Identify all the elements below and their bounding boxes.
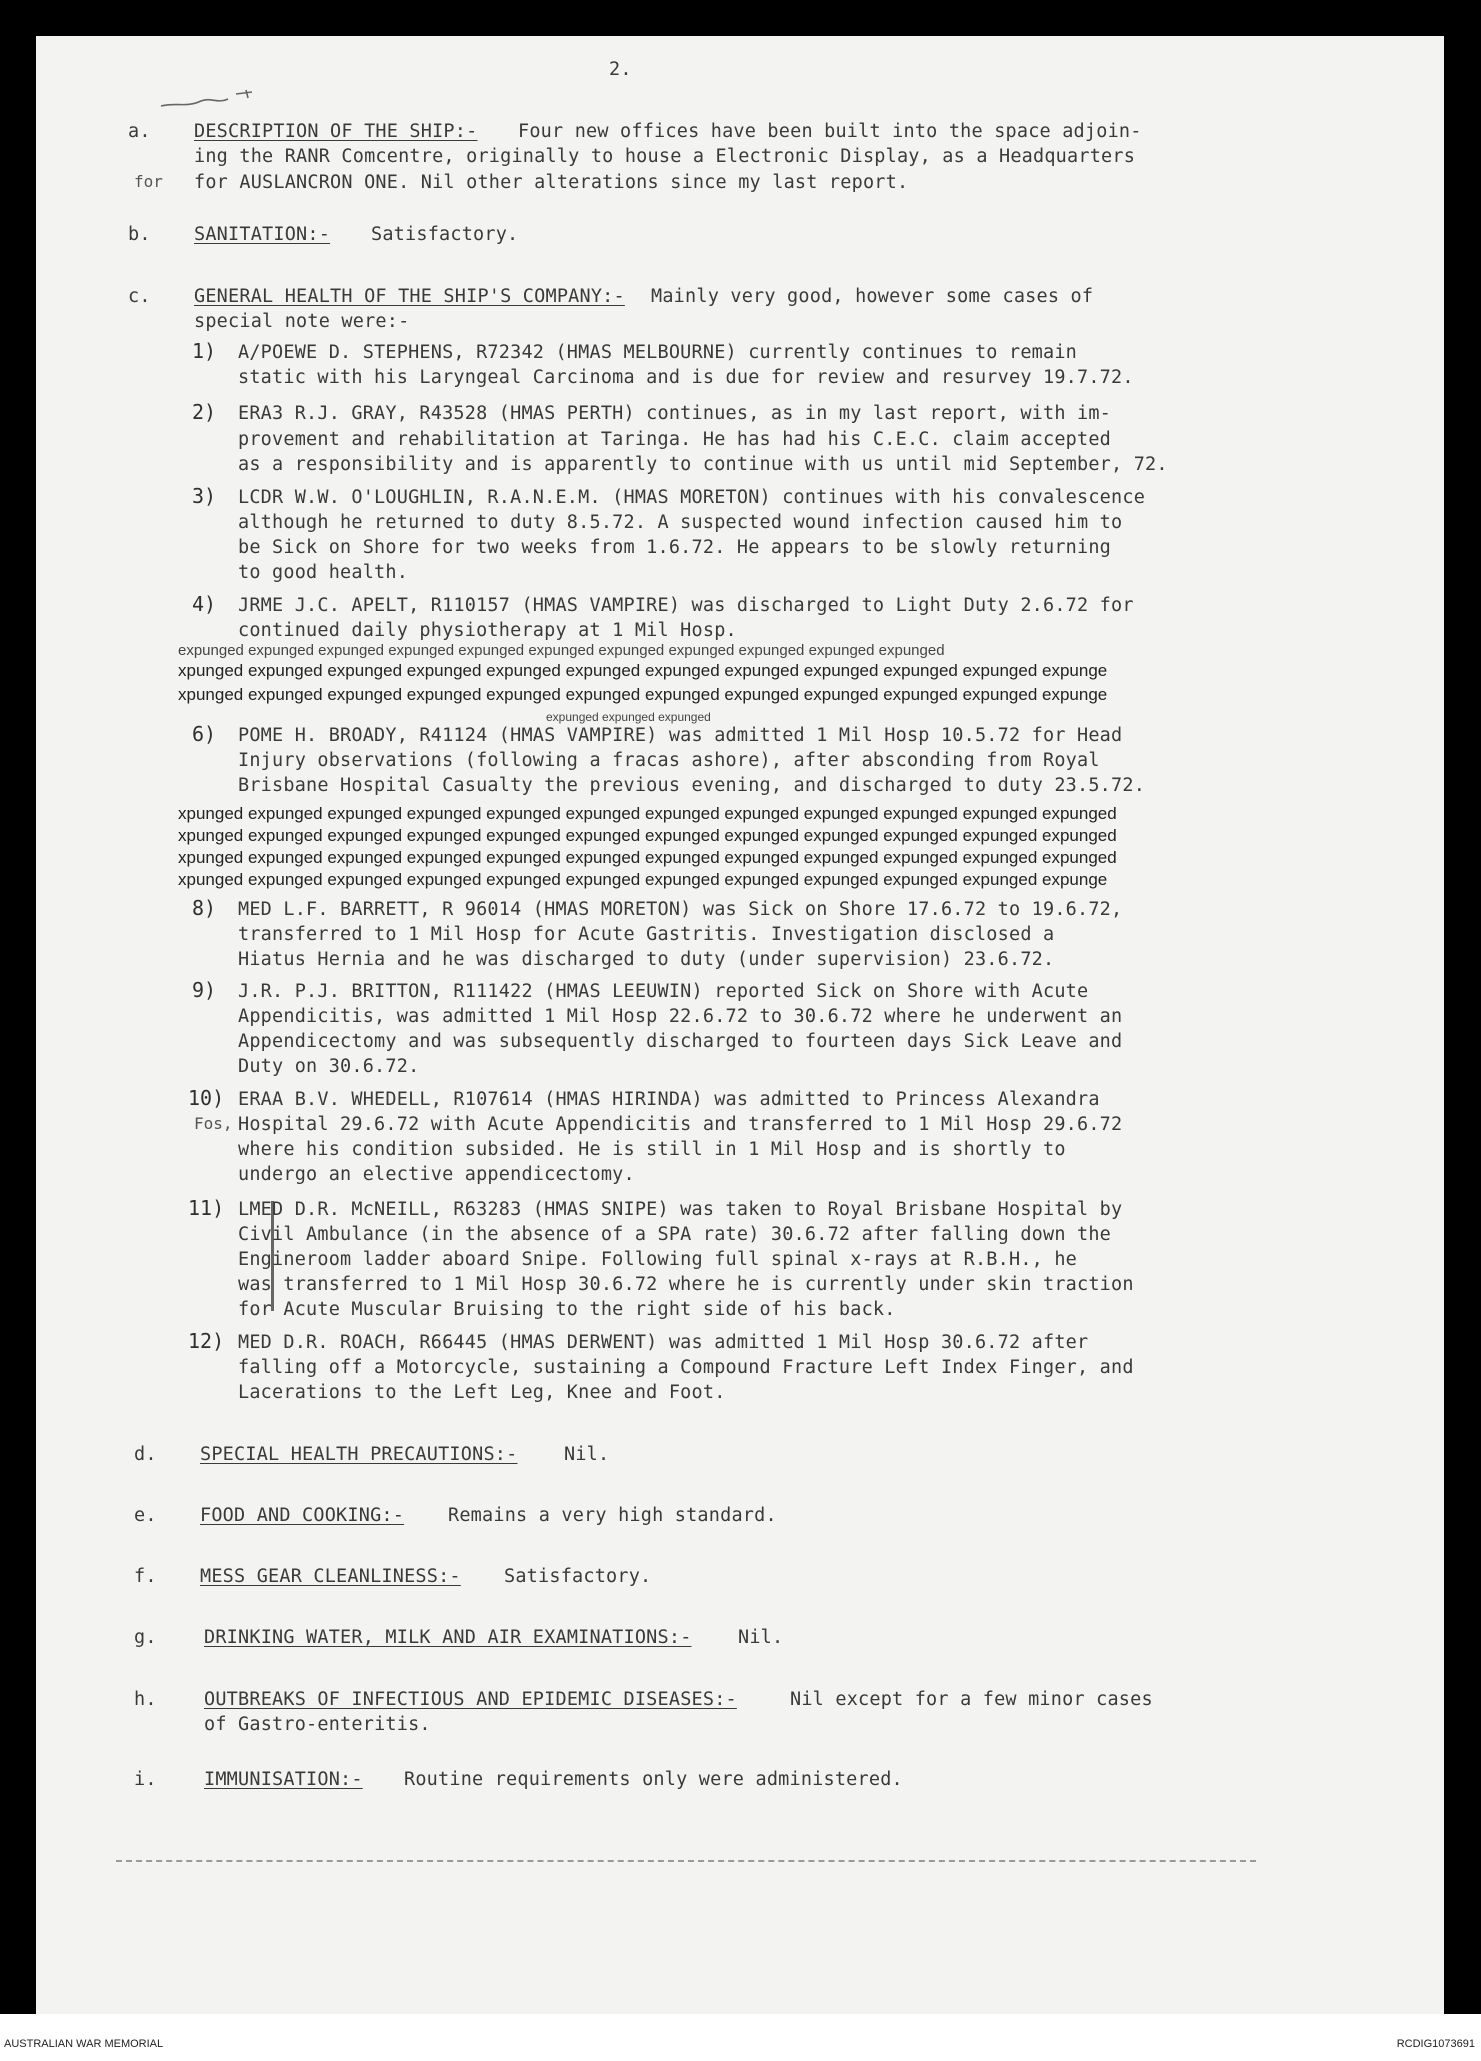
item-9-line-1: J.R. P.J. BRITTON, R111422 (HMAS LEEUWIN) reported Sick on Shore with Acute bbox=[238, 981, 1089, 1002]
item-11-line-3: Engineroom ladder aboard Snipe. Following full spinal x-rays at R.B.H., he bbox=[238, 1249, 1078, 1270]
section-h-line-2: of Gastro-enteritis. bbox=[204, 1714, 431, 1735]
section-i-heading: IMMUNISATION:- bbox=[204, 1769, 363, 1790]
item-number: 8) bbox=[192, 896, 217, 920]
section-c-line-2: special note were:- bbox=[194, 311, 410, 332]
section-b-letter: b. bbox=[128, 224, 151, 245]
pen-scribble bbox=[156, 84, 306, 114]
section-a-line-2: ing the RANR Comcentre, originally to house a Electronic Display, as a Headquarters bbox=[194, 146, 1136, 167]
footer-right: RCDIG1073691 bbox=[1396, 2038, 1475, 2050]
archive-footer bbox=[0, 2014, 1481, 2061]
item-11-line-1: LMED D.R. McNEILL, R63283 (HMAS SNIPE) was taken to Royal Brisbane Hospital by bbox=[238, 1199, 1123, 1220]
section-c-heading: GENERAL HEALTH OF THE SHIP'S COMPANY:- bbox=[194, 286, 625, 307]
section-f-letter: f. bbox=[134, 1566, 157, 1587]
bottom-rule bbox=[116, 1860, 1256, 1862]
section-c-letter: c. bbox=[128, 286, 151, 307]
section-i-letter: i. bbox=[134, 1769, 157, 1790]
expunged-line: xpunged expunged expunged expunged expunged expunged expunged expunged expunged expunged expunged expunged bbox=[178, 848, 1117, 867]
item-number: 11) bbox=[188, 1196, 225, 1220]
item-2-line-2: provement and rehabilitation at Taringa. He has had his C.E.C. claim accepted bbox=[238, 429, 1112, 450]
item-number: 10) bbox=[188, 1086, 225, 1110]
item-9-line-4: Duty on 30.6.72. bbox=[238, 1056, 420, 1077]
item-number: 4) bbox=[192, 592, 217, 616]
section-g-letter: g. bbox=[134, 1627, 157, 1648]
page-number: 2. bbox=[609, 59, 632, 80]
section-g-text: Nil. bbox=[738, 1627, 784, 1648]
item-12-line-3: Lacerations to the Left Leg, Knee and Foot. bbox=[238, 1382, 726, 1403]
item-6-line-2: Injury observations (following a fracas ashore), after absconding from Royal bbox=[238, 750, 1100, 771]
section-i-text: Routine requirements only were administered. bbox=[404, 1769, 903, 1790]
expunged-line: xpunged expunged expunged expunged expunged expunged expunged expunged expunged expunged expunged expunge bbox=[178, 661, 1108, 680]
expunged-line: xpunged expunged expunged expunged expunged expunged expunged expunged expunged expunged expunged expunged bbox=[178, 804, 1117, 823]
document-page bbox=[36, 36, 1444, 2014]
item-3-line-1: LCDR W.W. O'LOUGHLIN, R.A.N.E.M. (HMAS MORETON) continues with his convalescence bbox=[238, 487, 1146, 508]
section-h-text: Nil except for a few minor cases bbox=[790, 1689, 1153, 1710]
section-h-letter: h. bbox=[134, 1689, 157, 1710]
item-1-line-1: A/POEWE D. STEPHENS, R72342 (HMAS MELBOURNE) currently continues to remain bbox=[238, 342, 1078, 363]
section-a-line-3: for AUSLANCRON ONE. Nil other alterations since my last report. bbox=[194, 172, 909, 193]
item-9-line-2: Appendicitis, was admitted 1 Mil Hosp 22.6.72 to 30.6.72 where he underwent an bbox=[238, 1006, 1123, 1027]
expunged-line: expunged expunged expunged bbox=[546, 710, 711, 724]
margin-note-for: for bbox=[134, 172, 163, 191]
section-b-heading: SANITATION:- bbox=[194, 224, 331, 245]
section-e-text: Remains a very high standard. bbox=[448, 1505, 777, 1526]
item-8-line-2: transferred to 1 Mil Hosp for Acute Gastritis. Investigation disclosed a bbox=[238, 924, 1055, 945]
section-d-heading: SPECIAL HEALTH PRECAUTIONS:- bbox=[200, 1444, 518, 1465]
item-12-line-2: falling off a Motorcycle, sustaining a Compound Fracture Left Index Finger, and bbox=[238, 1357, 1134, 1378]
item-number: 2) bbox=[192, 400, 217, 424]
item-number: 9) bbox=[192, 978, 217, 1002]
section-a-letter: a. bbox=[128, 121, 151, 142]
item-8-line-1: MED L.F. BARRETT, R 96014 (HMAS MORETON) was Sick on Shore 17.6.72 to 19.6.72, bbox=[238, 899, 1123, 920]
section-a-line-1: Four new offices have been built into the space adjoin- bbox=[518, 121, 1142, 142]
section-g-heading: DRINKING WATER, MILK AND AIR EXAMINATIONS:- bbox=[204, 1627, 692, 1648]
item-10-line-2: Hospital 29.6.72 with Acute Appendicitis and transferred to 1 Mil Hosp 29.6.72 bbox=[238, 1114, 1123, 1135]
item-6-line-3: Brisbane Hospital Casualty the previous evening, and discharged to duty 23.5.72. bbox=[238, 775, 1146, 796]
section-c-text: Mainly very good, however some cases of bbox=[651, 286, 1094, 307]
section-d-text: Nil. bbox=[564, 1444, 610, 1465]
section-e-heading: FOOD AND COOKING:- bbox=[200, 1505, 405, 1526]
section-f-heading: MESS GEAR CLEANLINESS:- bbox=[200, 1566, 461, 1587]
item-2-line-3: as a responsibility and is apparently to continue with us until mid September, 72. bbox=[238, 454, 1168, 475]
item-3-line-3: be Sick on Shore for two weeks from 1.6.72. He appears to be slowly returning bbox=[238, 537, 1112, 558]
item-10-line-4: undergo an elective appendicectomy. bbox=[238, 1164, 635, 1185]
item-number: 12) bbox=[188, 1329, 225, 1353]
section-f-text: Satisfactory. bbox=[504, 1566, 652, 1587]
item-4-line-2: continued daily physiotherapy at 1 Mil Hosp. bbox=[238, 620, 737, 641]
section-h-heading: OUTBREAKS OF INFECTIOUS AND EPIDEMIC DISEASES:- bbox=[204, 1689, 737, 1710]
footer-left: AUSTRALIAN WAR MEMORIAL bbox=[4, 2038, 164, 2050]
item-1-line-2: static with his Laryngeal Carcinoma and is due for review and resurvey 19.7.72. bbox=[238, 367, 1134, 388]
section-b-text: Satisfactory. bbox=[371, 224, 519, 245]
item-12-line-1: MED D.R. ROACH, R66445 (HMAS DERWENT) was admitted 1 Mil Hosp 30.6.72 after bbox=[238, 1332, 1089, 1353]
item-10-line-1: ERAA B.V. WHEDELL, R107614 (HMAS HIRINDA) was admitted to Princess Alexandra bbox=[238, 1089, 1100, 1110]
expunged-line: expunged expunged expunged expunged expunged expunged expunged expunged expunged expunged expunged bbox=[178, 642, 945, 659]
item-number: 3) bbox=[192, 484, 217, 508]
expunged-line: xpunged expunged expunged expunged expunged expunged expunged expunged expunged expunged expunged expunge bbox=[178, 685, 1108, 704]
item-number: 1) bbox=[192, 339, 217, 363]
expunged-line: xpunged expunged expunged expunged expunged expunged expunged expunged expunged expunged expunged expunged bbox=[178, 826, 1117, 845]
item-11-line-4: was transferred to 1 Mil Hosp 30.6.72 where he is currently under skin traction bbox=[238, 1274, 1134, 1295]
item-3-line-4: to good health. bbox=[238, 562, 409, 583]
item-11-line-2: Civil Ambulance (in the absence of a SPA rate) 30.6.72 after falling down the bbox=[238, 1224, 1112, 1245]
section-e-letter: e. bbox=[134, 1505, 157, 1526]
item-number: 6) bbox=[192, 722, 217, 746]
section-d-letter: d. bbox=[134, 1444, 157, 1465]
item-10-line-3: where his condition subsided. He is still in 1 Mil Hosp and is shortly to bbox=[238, 1139, 1066, 1160]
item-11-line-5: for Acute Muscular Bruising to the right side of his back. bbox=[238, 1299, 896, 1320]
section-a-heading: DESCRIPTION OF THE SHIP:- bbox=[194, 121, 478, 142]
margin-note-fos: Fos, bbox=[194, 1114, 233, 1133]
expunged-line: xpunged expunged expunged expunged expunged expunged expunged expunged expunged expunged expunged expunge bbox=[178, 870, 1108, 889]
item-9-line-3: Appendicectomy and was subsequently discharged to fourteen days Sick Leave and bbox=[238, 1031, 1123, 1052]
item-6-line-1: POME H. BROADY, R41124 (HMAS VAMPIRE) was admitted 1 Mil Hosp 10.5.72 for Head bbox=[238, 725, 1123, 746]
item-8-line-3: Hiatus Hernia and he was discharged to duty (under supervision) 23.6.72. bbox=[238, 949, 1055, 970]
item-4-line-1: JRME J.C. APELT, R110157 (HMAS VAMPIRE) was discharged to Light Duty 2.6.72 for bbox=[238, 595, 1134, 616]
item-2-line-1: ERA3 R.J. GRAY, R43528 (HMAS PERTH) continues, as in my last report, with im- bbox=[238, 403, 1112, 424]
item-3-line-2: although he returned to duty 8.5.72. A suspected wound infection caused him to bbox=[238, 512, 1123, 533]
